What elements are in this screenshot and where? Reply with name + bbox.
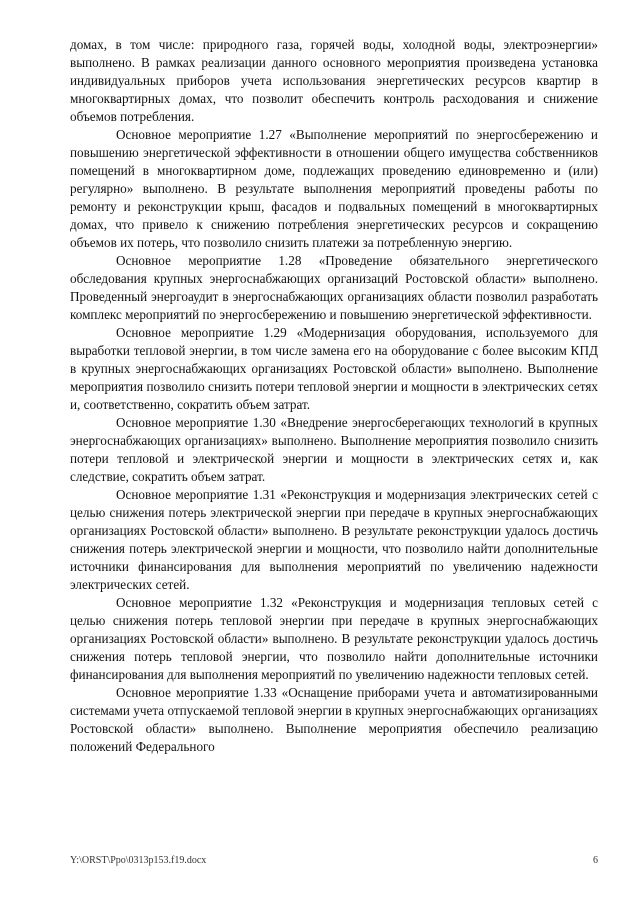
paragraph-measure-1-33: Основное мероприятие 1.33 «Оснащение приборами учета и автоматизированными системами учета отпускаемой тепловой энергии в крупных энергоснабжающих организациях Ростовской области» выполнено. Выполнение мероприятия обеспечило реализацию положений Федерального — [70, 685, 598, 754]
paragraph-measure-1-32: Основное мероприятие 1.32 «Реконструкция и модернизация тепловых сетей с целью снижения потерь тепловой энергии при передаче в крупных энергоснабжающих организациях Ростовской области» выполнено. В результате реконструкции удалось достичь снижения потерь тепловой энергии, что позволило найти дополнительные источники финансирования для выполнения мероприятий по увеличению надежности тепловых сетей. — [70, 595, 598, 682]
paragraph-measure-1-31: Основное мероприятие 1.31 «Реконструкция и модернизация электрических сетей с целью снижения потерь электрической энергии при передаче в крупных энергоснабжающих организациях Ростовской области» выполнено. В результате реконструкции удалось достичь снижения потерь электрической энергии и мощности, что позволило найти дополнительные источники финансирования для выполнения мероприятий по увеличению надежности электрических сетей. — [70, 487, 598, 592]
paragraph-continuation: домах, в том числе: природного газа, горячей воды, холодной воды, электроэнергии» выполнено. В рамках реализации данного основного мероприятия произведена установка индивидуальных приборов учета использования энергетических ресурсов квартир в многоквартирных домах, что позволит обеспечить контроль расходования и снижение объемов потребления. — [70, 37, 598, 124]
paragraph-measure-1-29: Основное мероприятие 1.29 «Модернизация оборудования, используемого для выработки тепловой энергии, в том числе замена его на оборудование с более высоким КПД в крупных энергоснабжающих организациях Ростовской области» выполнено. Выполнение мероприятия позволило снизить потери тепловой энергии и мощности в электрических сетях и, соответственно, сократить объем затрат. — [70, 325, 598, 412]
paragraph-measure-1-30: Основное мероприятие 1.30 «Внедрение энергосберегающих технологий в крупных энергоснабжающих организациях» выполнено. Выполнение мероприятия позволило снизить потери тепловой и электрической энергии и мощности в электрических сетях и, как следствие, сократить объем затрат. — [70, 415, 598, 484]
paragraph-measure-1-28: Основное мероприятие 1.28 «Проведение обязательного энергетического обследования крупных энергоснабжающих организаций Ростовской области» выполнено. Проведенный энергоаудит в энергоснабжающих организациях области позволил разработать комплекс мероприятий по энергосбережению и повышению энергетической эффективности. — [70, 253, 598, 322]
footer-file-path: Y:\ORST\Ppo\0313p153.f19.docx — [70, 855, 207, 866]
paragraph-measure-1-27: Основное мероприятие 1.27 «Выполнение мероприятий по энергосбережению и повышению энергетической эффективности в отношении общего имущества собственников помещений в многоквартирном доме, подлежащих проведению единовременно и (или) регулярно» выполнено. В результате выполнения мероприятий проведены работы по ремонту и реконструкции крыш, фасадов и подвальных помещений в многоквартирных домах, что привело к снижению потребления энергетических ресурсов и сокращению объемов их потерь, что позволило снизить платежи за потребленную энергию. — [70, 127, 598, 250]
document-body — [70, 36, 598, 756]
page-number: 6 — [593, 855, 598, 866]
